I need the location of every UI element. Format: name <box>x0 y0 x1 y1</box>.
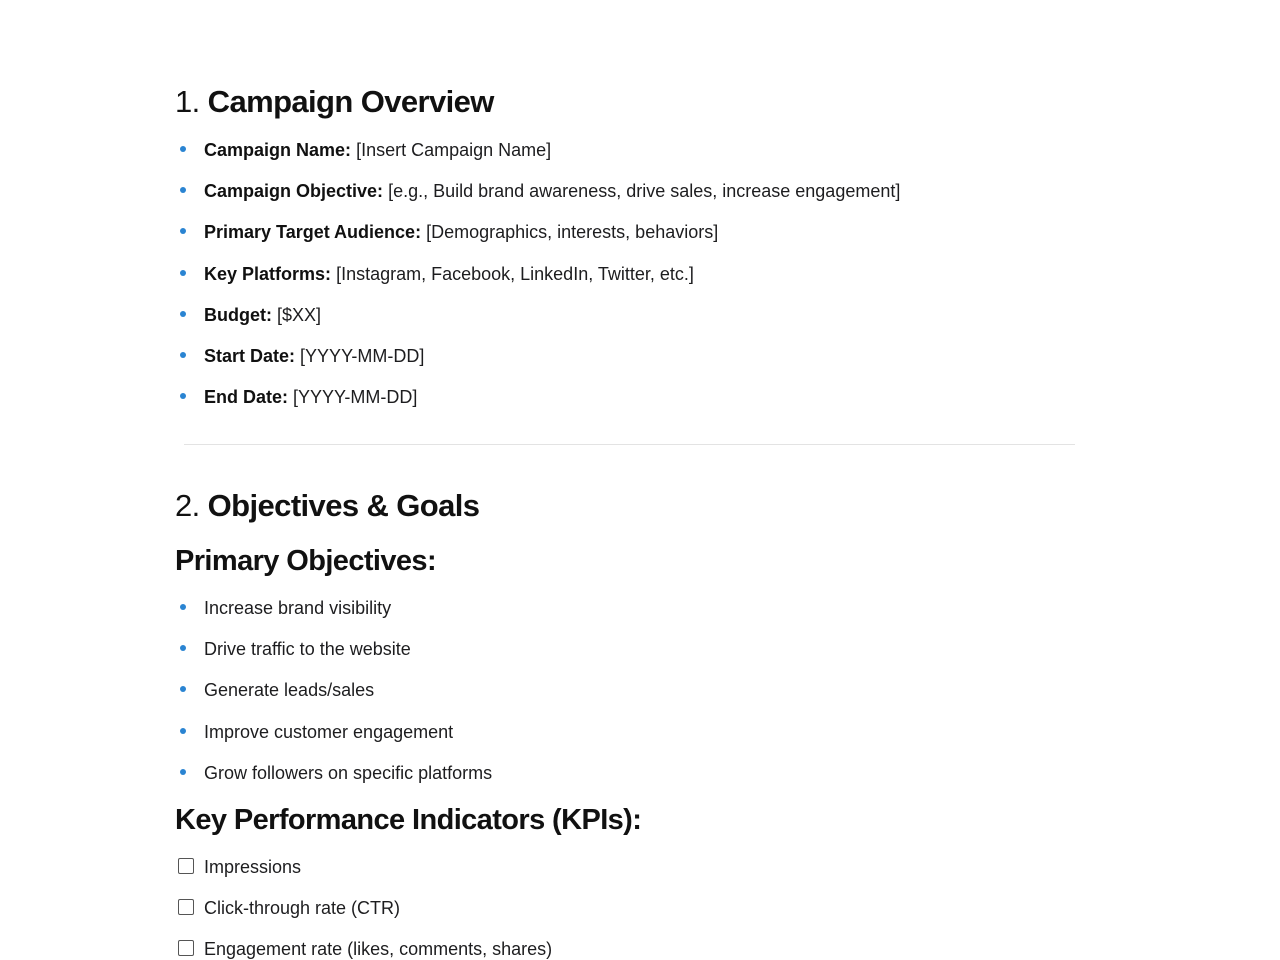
list-item <box>175 764 492 805</box>
bullet-icon <box>180 686 186 692</box>
checklist-item-impressions <box>175 858 552 899</box>
checklist-item-engagement-rate <box>175 940 552 960</box>
item-text: Generate leads/sales <box>204 680 375 701</box>
section-1-heading <box>175 82 494 122</box>
campaign-overview-list <box>175 141 900 429</box>
list-item-campaign-objective <box>175 182 900 223</box>
list-item <box>175 640 492 681</box>
item-value: [e.g., Build brand awareness, drive sales, increase engagement] <box>388 181 901 202</box>
bullet-icon <box>180 270 186 276</box>
section-1-number: 1. <box>175 84 200 119</box>
item-text: Grow followers on specific platforms <box>204 762 493 783</box>
list-item <box>175 723 492 764</box>
section-divider <box>184 444 1075 445</box>
item-label: Campaign Objective: <box>204 181 384 202</box>
primary-objectives-heading: Primary Objectives: <box>175 545 437 577</box>
list-item-end-date <box>175 388 900 429</box>
section-1-title: Campaign Overview <box>207 84 494 119</box>
list-item <box>175 681 492 722</box>
bullet-icon <box>180 187 186 193</box>
section-2-number: 2. <box>175 488 200 523</box>
item-value: [YYYY-MM-DD] <box>293 387 418 408</box>
list-item-campaign-name <box>175 141 900 182</box>
list-item-key-platforms <box>175 265 900 306</box>
bullet-icon <box>180 311 186 317</box>
item-value: [Instagram, Facebook, LinkedIn, Twitter, etc.] <box>336 263 694 284</box>
item-text: Improve customer engagement <box>204 721 454 742</box>
item-value: [Demographics, interests, behaviors] <box>426 222 719 243</box>
item-value: [Insert Campaign Name] <box>356 140 552 160</box>
checklist-item-ctr <box>175 899 552 940</box>
list-item-target-audience <box>175 223 900 264</box>
bullet-icon <box>180 604 186 610</box>
bullet-icon <box>180 146 186 152</box>
list-item-start-date <box>175 347 900 388</box>
list-item-budget <box>175 306 900 347</box>
item-label: Primary Target Audience: <box>204 222 422 243</box>
bullet-icon <box>180 728 186 734</box>
checkbox[interactable] <box>178 940 194 956</box>
checkbox[interactable] <box>178 899 194 915</box>
item-text: Impressions <box>204 857 302 877</box>
bullet-icon <box>180 352 186 358</box>
item-value: [$XX] <box>277 304 322 325</box>
section-2-title: Objectives & Goals <box>207 488 480 523</box>
primary-objectives-list <box>175 599 492 805</box>
bullet-icon <box>180 228 186 234</box>
list-item <box>175 599 492 640</box>
item-text: Engagement rate (likes, comments, shares) <box>204 939 553 960</box>
section-2-heading <box>175 486 479 526</box>
kpi-checklist <box>175 858 552 960</box>
item-text: Drive traffic to the website <box>204 639 411 660</box>
item-label: Start Date: <box>204 345 296 366</box>
item-text: Increase brand visibility <box>204 598 392 618</box>
item-value: [YYYY-MM-DD] <box>300 345 425 366</box>
item-label: Budget: <box>204 304 272 325</box>
checkbox[interactable] <box>178 858 194 874</box>
item-label: Key Platforms: <box>204 263 332 284</box>
item-label: End Date: <box>204 387 289 408</box>
kpi-heading: Key Performance Indicators (KPIs): <box>175 804 642 836</box>
item-label: Campaign Name: <box>204 140 352 160</box>
bullet-icon <box>180 393 186 399</box>
bullet-icon <box>180 769 186 775</box>
bullet-icon <box>180 645 186 651</box>
item-text: Click-through rate (CTR) <box>204 898 401 919</box>
